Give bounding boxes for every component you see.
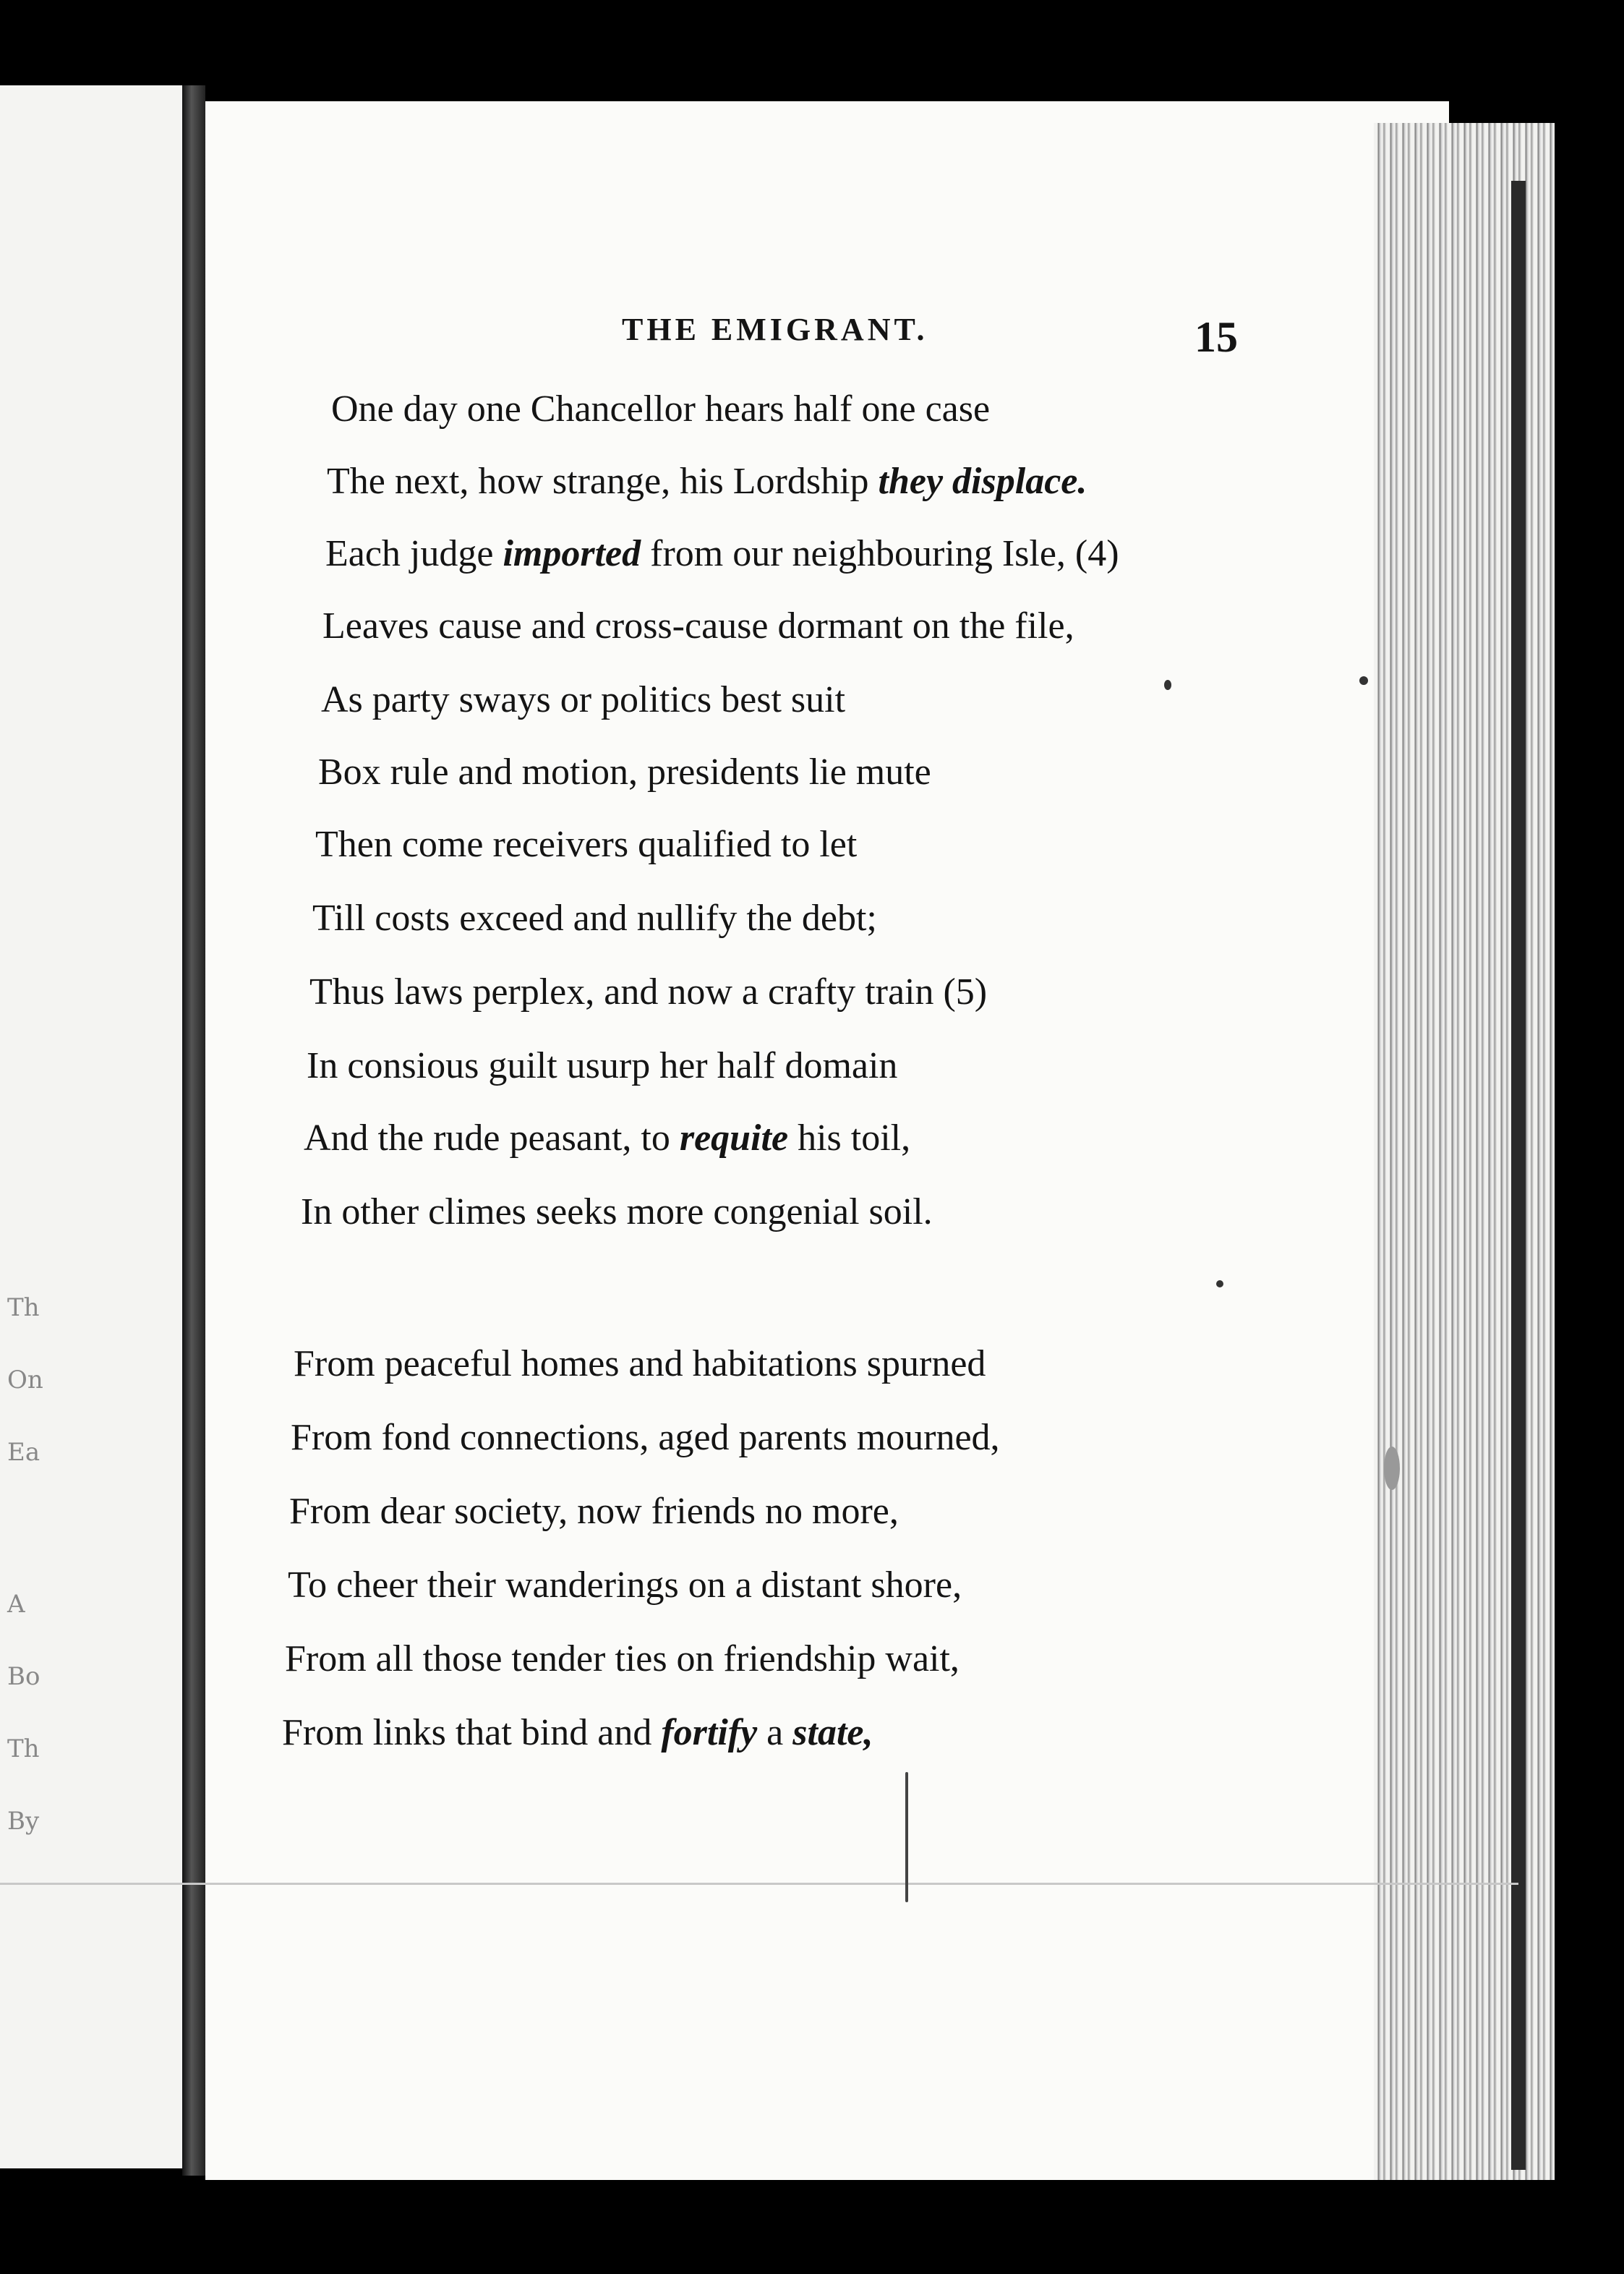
verse-line: Box rule and motion, presidents lie mute (318, 751, 931, 793)
verse-line (304, 1117, 911, 1159)
scan-border (0, 2180, 1624, 2274)
page-edges (1374, 123, 1555, 2213)
verse-line: In consious guilt usurp her half domain (307, 1045, 898, 1086)
scan-speck (1164, 680, 1171, 690)
verse-text: his toil, (788, 1117, 911, 1159)
page-edge-shadow (1511, 181, 1526, 2170)
verse-line: Leaves cause and cross-cause dormant on the file, (322, 605, 1074, 647)
verse-italic: imported (503, 533, 641, 574)
facing-page (0, 85, 187, 2168)
verse-line: From all those tender ties on friendship wait, (285, 1638, 960, 1679)
book-gutter (182, 85, 205, 2176)
verse-line: Then come receivers qualified to let (315, 824, 858, 865)
verse-text: From links that bind and (282, 1712, 662, 1753)
verse-text: And the rude peasant, to (304, 1117, 680, 1159)
scan-speck (1384, 1447, 1400, 1490)
running-head: THE EMIGRANT. (622, 312, 928, 347)
page-number: 15 (1195, 313, 1238, 361)
verse-line: Till costs exceed and nullify the debt; (312, 898, 877, 939)
scan-speck (905, 1772, 908, 1902)
verse-line: From peaceful homes and habitations spurned (294, 1343, 986, 1384)
verse-italic: state, (792, 1712, 873, 1753)
verse-line: To cheer their wanderings on a distant shore, (288, 1564, 962, 1606)
verse-italic: requite (679, 1117, 789, 1159)
verse-text: from our neighbouring Isle, (4) (641, 533, 1119, 574)
facing-page-fragment: Ea (7, 1438, 40, 1467)
facing-page-fragment: A (7, 1590, 25, 1619)
verse-line (282, 1714, 873, 1752)
facing-page-fragment: Th (7, 1293, 40, 1322)
verse-line: In other climes seeks more congenial soil. (301, 1191, 933, 1232)
facing-page-fragment: Th (7, 1734, 40, 1763)
verse-line: One day one Chancellor hears half one case (331, 388, 991, 430)
verse-italic: they displace. (878, 461, 1087, 502)
scan-speck (1216, 1280, 1223, 1287)
verse-text: Each judge (325, 533, 503, 574)
scan-fold-line (0, 1883, 1518, 1885)
verse-line: From fond connections, aged parents mourned, (291, 1417, 1000, 1458)
facing-page-fragment: By (7, 1807, 40, 1836)
verse-line: From dear society, now friends no more, (289, 1491, 899, 1532)
verse-line: Thus laws perplex, and now a crafty train (5) (309, 971, 988, 1013)
verse-line: As party sways or politics best suit (321, 679, 846, 720)
verse-line (325, 535, 1119, 573)
facing-page-fragment: Bo (7, 1662, 40, 1691)
scan-speck (1359, 676, 1368, 685)
verse-line (327, 463, 1087, 501)
facing-page-fragment: On (7, 1366, 43, 1394)
verse-text: The next, how strange, his Lordship (327, 461, 879, 502)
verse-italic: fortify (661, 1712, 758, 1753)
verse-text: a (757, 1712, 793, 1753)
